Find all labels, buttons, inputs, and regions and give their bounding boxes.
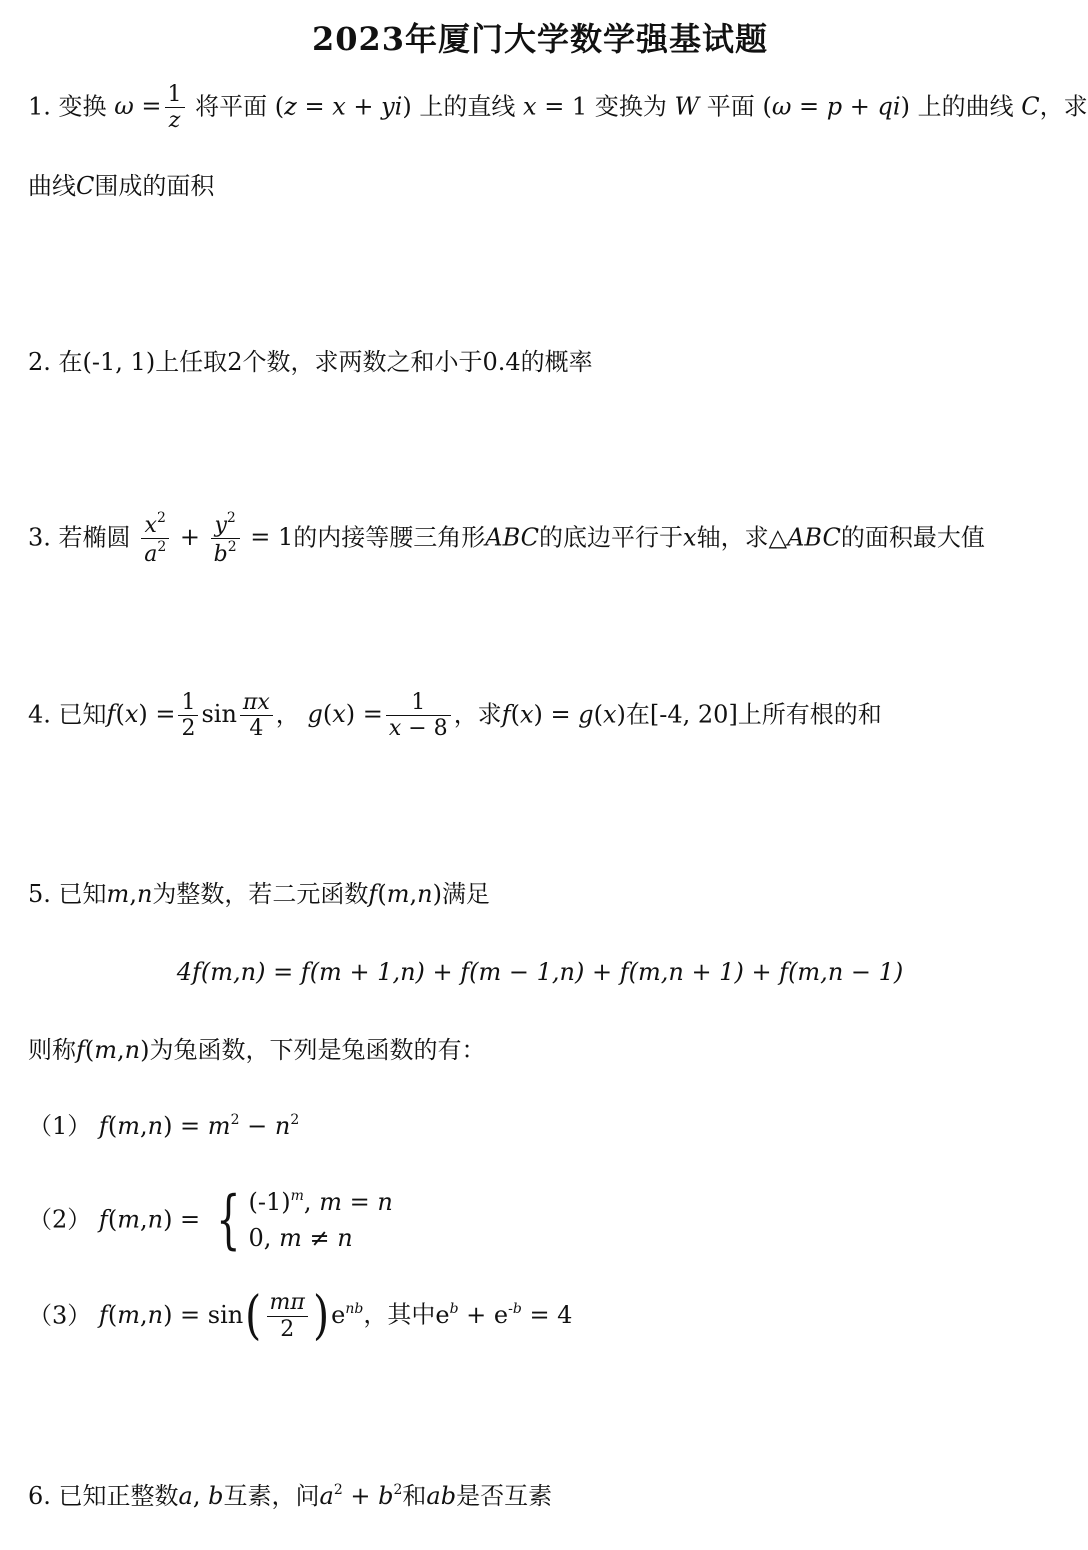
q3-text: 的面积最大值 <box>840 523 985 552</box>
q5-equation-text: 4f(m,n) = f(m + 1,n) + f(m − 1,n) + f(m,n + 1) + f(m,n − 1) <box>176 958 904 986</box>
question-5 <box>28 880 1054 909</box>
q4-g-def: g(x) = $\frac{1}{x - 8}$ <box>307 700 453 728</box>
q1-number: 1. <box>28 92 51 121</box>
question-1 <box>28 82 1088 134</box>
q4-f-def: f(x) = $\frac{1}{2}$ sin $\frac{\pi x}{4}$ <box>107 700 276 728</box>
q2-count: 2 <box>227 348 243 376</box>
q4-interval: [-4, 20] <box>649 700 738 729</box>
q5-option-1 <box>28 1112 1054 1141</box>
page-title: 2023年厦门大学数学强基试题 <box>311 20 769 58</box>
q4-text: ，求 <box>453 700 502 729</box>
q1-text: 围成的面积 <box>94 172 215 200</box>
q5-option-3-formula: f(m,n) = sin( $\frac{m\pi}{2}$ )$e^{nb}$ <box>98 1286 364 1346</box>
q5-number: 5. <box>28 880 51 908</box>
q5-text: 满足 <box>441 880 490 908</box>
q3-text: 的内接等腰三角形 <box>293 523 486 552</box>
q6-text: 已知正整数 <box>58 1482 179 1510</box>
q4-text: 上所有根的和 <box>737 700 882 729</box>
q1-text: 曲线 <box>28 172 76 200</box>
q2-text: 在 <box>58 348 83 376</box>
q1-text: 上的曲线 <box>917 92 1014 121</box>
q1-line: x = 1 <box>523 92 588 121</box>
q5-option-label: （3） <box>28 1301 92 1330</box>
q1-W: W <box>674 92 700 121</box>
question-2 <box>28 348 1054 377</box>
q2-interval: (-1, 1) <box>82 348 156 376</box>
q5-option-1-formula: $f(m,n) = m^2 - n^2$ <box>98 1112 300 1140</box>
q3-triangle: △ABC <box>768 523 841 552</box>
q1-text: 将平面 <box>195 92 268 121</box>
q5-text: 为整数，若二元函数 <box>152 880 369 908</box>
q1-omega-def: ω = $\frac{1}{z}$ <box>114 92 187 120</box>
q6-text: 和 <box>402 1482 427 1510</box>
q6-ab: a, b <box>178 1482 224 1510</box>
q6-product: ab <box>426 1482 457 1510</box>
q1-text: 平面 <box>706 92 755 121</box>
q1-C: C <box>1021 92 1040 121</box>
q5-text: 已知 <box>58 880 107 908</box>
q5-mn: m,n <box>106 880 153 908</box>
q5-f: f(m,n) <box>76 1036 150 1064</box>
q3-text: 若椭圆 <box>58 523 131 552</box>
q1-C: C <box>76 172 95 200</box>
q5-equation <box>0 958 1080 987</box>
q1-omega-pq: (ω = p + qi) <box>762 92 910 121</box>
q2-threshold: 0.4 <box>482 348 521 376</box>
q5-condition: $e^b + e^{-b} = 4$ <box>435 1300 573 1329</box>
q5-option-2 <box>28 1184 1054 1256</box>
question-4 <box>28 690 1054 742</box>
q4-number: 4. <box>28 700 51 729</box>
q5-text: ，其中 <box>363 1300 436 1329</box>
q1-z-def: (z = x + yi) <box>274 92 412 121</box>
q5-option-label: （2） <box>28 1205 92 1234</box>
q2-text: 的概率 <box>520 348 593 376</box>
q5-f: f(m,n) <box>368 880 442 908</box>
q2-text: 个数，求两数之和小于 <box>242 348 483 376</box>
q2-text: 上任取 <box>155 348 228 376</box>
q3-text: 轴，求 <box>696 523 769 552</box>
question-1-line-2 <box>28 172 1054 201</box>
q5-definition <box>28 1036 1054 1065</box>
q5-option-2-formula: f(m,n) = <box>98 1205 201 1234</box>
question-3 <box>28 510 1054 568</box>
q4-text: ， <box>275 700 300 729</box>
q4-equation: f(x) = g(x) <box>501 700 626 729</box>
question-6 <box>28 1482 1054 1511</box>
q2-number: 2. <box>28 348 51 376</box>
q5-text: 则称 <box>28 1036 76 1064</box>
q3-x: x <box>683 523 697 552</box>
q3-ellipse: $\frac{x^2}{a^2}$ + $\frac{y^2}{b^2}$ = 1 <box>138 523 293 551</box>
q4-text: 已知 <box>58 700 107 729</box>
q3-number: 3. <box>28 523 51 552</box>
q1-text: ，求 <box>1039 92 1088 121</box>
q5-piecewise: { $(-1)^m$, m = n 0, m ≠ n <box>215 1183 393 1257</box>
q3-text: 的底边平行于 <box>539 523 684 552</box>
q6-text: 是否互素 <box>456 1482 553 1510</box>
q5-option-3 <box>28 1286 1054 1346</box>
q6-number: 6. <box>28 1482 51 1510</box>
q4-text: 在 <box>625 700 650 729</box>
q1-text: 变换 <box>58 92 107 121</box>
q5-option-label: （1） <box>28 1112 92 1140</box>
q6-text: 互素，问 <box>223 1482 320 1510</box>
q1-text: 变换为 <box>594 92 667 121</box>
q6-sum-squares: $a^2 + b^2$ <box>319 1482 403 1510</box>
q1-text: 上的直线 <box>419 92 516 121</box>
q5-text: 为兔函数，下列是兔函数的有： <box>149 1036 486 1064</box>
q3-abc: ABC <box>485 523 540 552</box>
